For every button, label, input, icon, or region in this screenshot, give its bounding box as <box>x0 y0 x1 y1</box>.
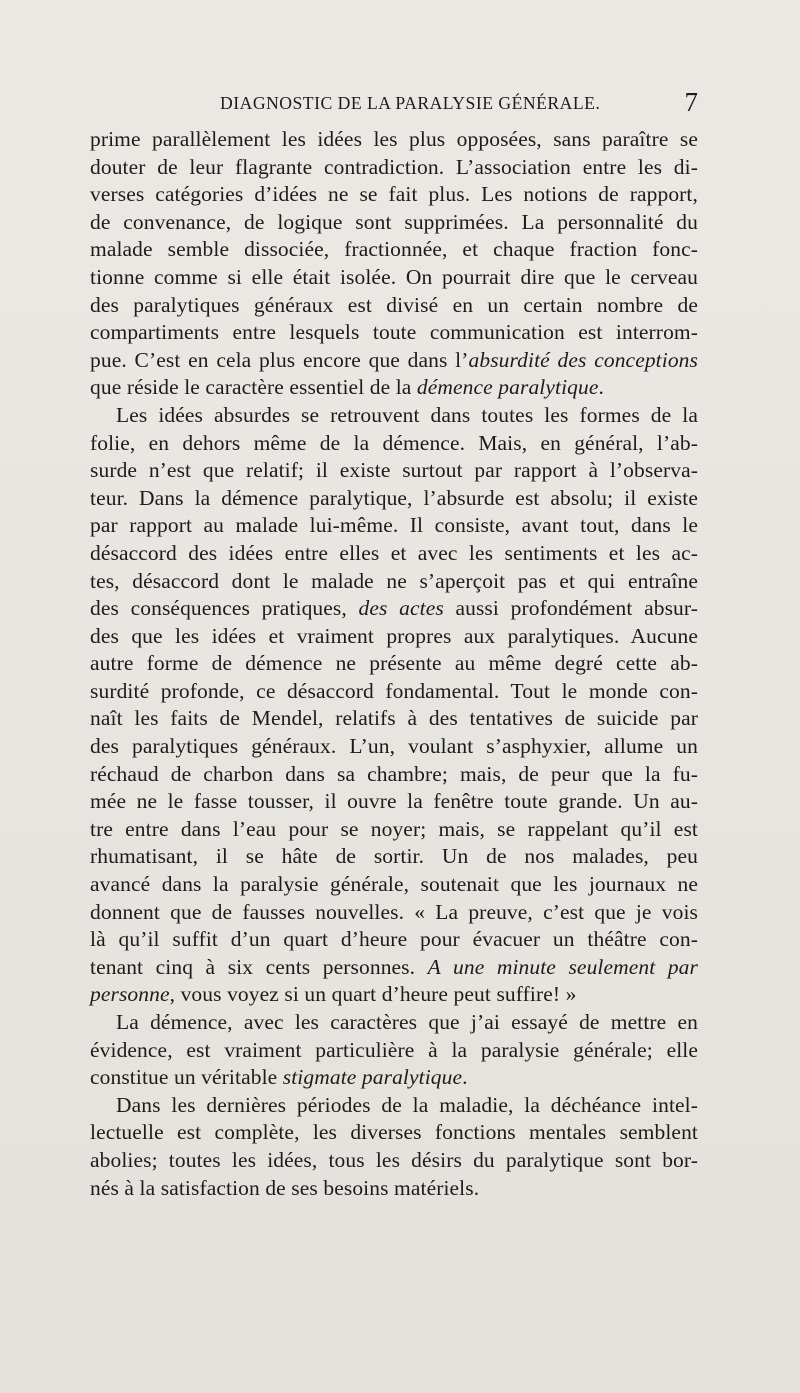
text-run: constitue un véritable <box>90 1065 283 1090</box>
text-line: lectuelle est complète, les diverses fonctions mentales semblent <box>90 1120 698 1145</box>
text-line: de convenance, de logique sont supprimées. La personnalité du <box>90 209 698 234</box>
text-line: tes, désaccord dont le malade ne s’aperçoit pas et qui entraîne <box>90 568 698 593</box>
text-line: mée ne le fasse tousser, il ouvre la fenêtre toute grande. Un au- <box>90 789 698 814</box>
text-line: Dans les dernières périodes de la maladie, la déchéance intel- <box>116 1092 698 1117</box>
italic-run: absurdité des conceptions <box>468 347 698 372</box>
text-line <box>90 347 698 375</box>
text-line <box>90 374 698 402</box>
text-line: prime parallèlement les idées les plus opposées, sans paraître se <box>90 127 698 151</box>
text-line: verses catégories d’idées ne se fait plus. Les notions de rapport, <box>90 182 698 207</box>
text-run: aussi profondément absur- <box>443 596 698 621</box>
text-run: que réside le caractère essentiel de la <box>90 375 417 400</box>
running-head <box>90 87 710 123</box>
text-run: . <box>462 1065 468 1090</box>
text-line: folie, en dehors même de la démence. Mais, en général, l’ab- <box>90 430 698 455</box>
text-line: compartiments entre lesquels toute communication est interrom- <box>90 320 698 345</box>
text-line: réchaud de charbon dans sa chambre; mais, de peur que la fu- <box>90 761 698 786</box>
text-line: rhumatisant, il se hâte de sortir. Un de nos malades, peu <box>90 844 698 869</box>
text-line: douter de leur flagrante contradiction. L’association entre les di- <box>90 154 698 179</box>
text-line: des paralytiques généraux. L’un, voulant s’asphyxier, allume un <box>90 734 698 759</box>
text-line: tionne comme si elle était isolée. On pourrait dire que le cerveau <box>90 264 698 289</box>
text-line: désaccord des idées entre elles et avec les sentiments et les ac- <box>90 540 698 565</box>
text-line: des paralytiques généraux est divisé en un certain nombre de <box>90 292 698 317</box>
running-title: DIAGNOSTIC DE LA PARALYSIE GÉNÉRALE. <box>220 93 601 113</box>
italic-run: des actes <box>358 596 444 621</box>
text-line: nés à la satisfaction de ses besoins matériels. <box>90 1175 480 1200</box>
text-line: autre forme de démence ne présente au même degré cette ab- <box>90 651 698 676</box>
italic-run: démence paralytique <box>416 375 599 400</box>
text-line: par rapport au malade lui-même. Il consiste, avant tout, dans le <box>90 513 698 538</box>
text-line <box>90 1064 698 1092</box>
text-run: pue. C’est en cela plus encore que dans l’ <box>90 347 469 372</box>
text-line: surdité profonde, ce désaccord fondamental. Tout le monde con- <box>90 678 698 703</box>
italic-run: stigmate paralytique <box>282 1065 463 1090</box>
page-number: 7 <box>684 87 698 117</box>
text-line: abolies; toutes les idées, tous les désirs du paralytique sont bor- <box>90 1147 698 1172</box>
text-run: . <box>598 375 605 400</box>
text-line: teur. Dans la démence paralytique, l’absurde est absolu; il existe <box>90 485 698 510</box>
italic-run: personne <box>90 982 170 1007</box>
text-line: tre entre dans l’eau pour se noyer; mais, se rappelant qu’il est <box>90 816 698 841</box>
text-line: donnent que de fausses nouvelles. « La preuve, c’est que je vois <box>90 899 698 924</box>
text-line: évidence, est vraiment particulière à la paralysie générale; elle <box>90 1037 698 1062</box>
text-run: tenant cinq à six cents personnes. <box>90 954 428 979</box>
text-line: des que les idées et vraiment propres aux paralytiques. Aucune <box>90 623 698 648</box>
text-line: là qu’il suffit d’un quart d’heure pour évacuer un théâtre con- <box>90 927 698 952</box>
text-line <box>90 981 698 1009</box>
text-run: des conséquences pratiques, <box>90 596 359 621</box>
text-line: naît les faits de Mendel, relatifs à des tentatives de suicide par <box>90 706 698 731</box>
text-line: malade semble dissociée, fractionnée, et chaque fraction fonc- <box>90 237 698 262</box>
text-line <box>90 595 698 623</box>
text-line: surde n’est que relatif; il existe surtout par rapport à l’observa- <box>90 458 698 483</box>
text-line: Les idées absurdes se retrouvent dans toutes les formes de la <box>116 402 698 427</box>
text-line <box>90 954 698 982</box>
text-run: , vous voyez si un quart d’heure peut suffire! » <box>169 982 577 1007</box>
text-line: La démence, avec les caractères que j’ai essayé de mettre en <box>116 1010 698 1034</box>
body-text <box>90 126 698 1202</box>
italic-run: A une minute seulement par <box>427 954 698 979</box>
text-line: avancé dans la paralysie générale, soutenait que les journaux ne <box>90 872 698 897</box>
